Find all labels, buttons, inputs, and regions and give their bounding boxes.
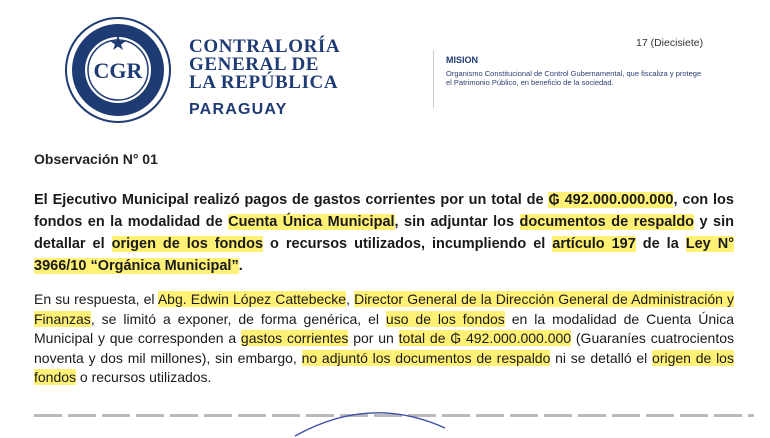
seal-text: CGR [93, 58, 143, 83]
country-name: PARAGUAY [189, 101, 288, 118]
stamp-arc [290, 398, 450, 438]
paragraph-text: , se limitó a exponer, de forma genérica, el [90, 310, 386, 327]
paragraph-text: o recursos utilizados. [76, 369, 212, 385]
brand-line-1: CONTRALORÍA [189, 36, 341, 57]
paragraph-text: de la [635, 236, 686, 252]
highlighted-text: Abg. Edwin López Cattebecke [157, 291, 347, 307]
brand-line-2: GENERAL DE [189, 54, 320, 75]
highlighted-text: documentos de respaldo [519, 214, 695, 230]
highlighted-text: ₲ 492.000.000.000 [548, 192, 674, 208]
paragraph-text: o recursos utilizados, incumpliendo el [263, 236, 553, 252]
institution-name [189, 38, 340, 92]
paragraph-text: por un [348, 330, 399, 346]
observation-title: Observación N° 01 [34, 151, 158, 167]
response-paragraph [34, 290, 734, 388]
highlighted-text: Ley N° 3966/10 “Orgánica Municipal” [34, 236, 734, 274]
highlighted-text: total de ₲ 492.000.000.000 [398, 330, 572, 346]
paragraph-text: , [346, 291, 355, 307]
header-divider [433, 50, 434, 108]
paragraph-text: , sin adjuntar los [394, 214, 520, 230]
paragraph-text: En su respuesta, el [34, 291, 158, 307]
highlighted-text: origen de los fondos [111, 236, 264, 252]
highlighted-text: gastos corrientes [240, 330, 349, 346]
highlighted-text: Director General de la Dirección General de Administración y Finanzas [34, 291, 734, 327]
seal-icon [64, 16, 172, 124]
paragraph-text: . [238, 258, 243, 274]
paragraph-text: (Guaraníes cuatrocientos noventa y dos mil millones), sin embargo, [34, 330, 734, 366]
paragraph-text: en la modalidad de Cuenta Única Municipal y que corresponden a [34, 310, 734, 346]
mission-text: Organismo Constitucional de Control Gubernamental, que fiscaliza y protege el Patrimonio Público, en beneficio de la sociedad. [446, 69, 702, 87]
highlighted-text: no adjuntó los documentos de respaldo [301, 349, 551, 366]
observation-paragraph [34, 189, 734, 277]
highlighted-text: Cuenta Única Municipal [228, 214, 395, 230]
paragraph-text: ni se detalló el [550, 349, 653, 366]
paragraph-text: , con los fondos en la modalidad de [34, 192, 734, 230]
page-number: 17 (Diecisiete) [636, 37, 704, 49]
highlighted-text: artículo 197 [552, 236, 636, 252]
highlighted-text: uso de los fondos [385, 310, 505, 327]
paragraph-text: El Ejecutivo Municipal realizó pagos de gastos corrientes por un total de [34, 192, 549, 208]
brand-line-3: LA REPÚBLICA [189, 72, 339, 93]
paragraph-text: y sin detallar el [34, 214, 734, 252]
cgr-seal-logo [64, 16, 172, 124]
mission-title: MISION [446, 55, 479, 65]
highlighted-text: origen de los fondos [34, 349, 734, 385]
